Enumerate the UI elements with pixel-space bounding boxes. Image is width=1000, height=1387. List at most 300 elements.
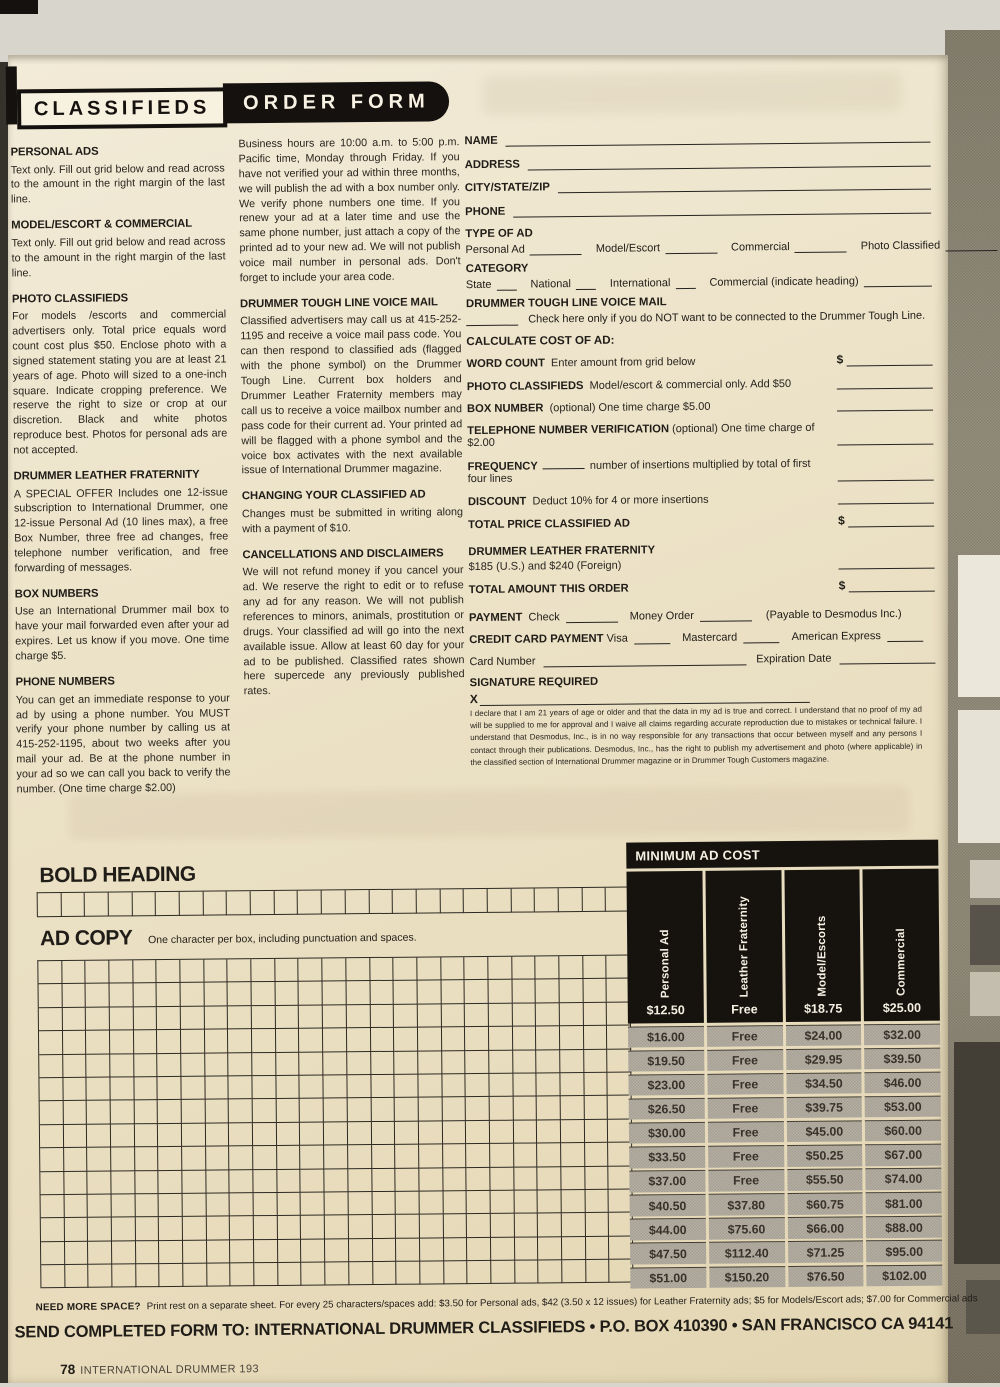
character-box[interactable] <box>63 1078 87 1102</box>
character-box[interactable] <box>349 1215 373 1239</box>
character-box[interactable] <box>370 1028 394 1052</box>
character-box[interactable] <box>562 1237 586 1261</box>
character-box[interactable] <box>230 1193 254 1217</box>
character-box[interactable] <box>134 1077 158 1101</box>
character-box[interactable] <box>561 1096 585 1120</box>
character-box[interactable] <box>491 1214 515 1238</box>
character-box[interactable] <box>110 1030 134 1054</box>
character-box[interactable] <box>88 1194 112 1218</box>
character-box[interactable] <box>538 1237 562 1261</box>
character-box[interactable] <box>276 1006 300 1030</box>
character-box[interactable] <box>111 1124 135 1148</box>
character-box[interactable] <box>88 1171 112 1195</box>
character-box[interactable] <box>325 1239 349 1263</box>
character-box[interactable] <box>65 1265 89 1289</box>
photo-classified-checkbox[interactable] <box>945 238 997 251</box>
character-box[interactable] <box>348 1122 372 1146</box>
character-box[interactable] <box>228 1006 252 1030</box>
character-box[interactable] <box>347 1028 371 1052</box>
character-box[interactable] <box>278 1263 302 1287</box>
character-box[interactable] <box>63 1054 87 1078</box>
character-box[interactable] <box>204 959 228 983</box>
character-box[interactable] <box>419 1121 443 1145</box>
character-box[interactable] <box>133 983 157 1007</box>
character-box[interactable] <box>135 1217 159 1241</box>
character-box[interactable] <box>394 1004 418 1028</box>
character-box[interactable] <box>41 1265 65 1289</box>
character-box[interactable] <box>347 1005 371 1029</box>
character-box[interactable] <box>41 1242 65 1266</box>
character-box[interactable] <box>515 1261 539 1285</box>
character-box[interactable] <box>323 1028 347 1052</box>
commercial-checkbox[interactable] <box>795 239 847 252</box>
character-box[interactable] <box>512 980 536 1004</box>
character-box[interactable] <box>275 959 299 983</box>
character-box[interactable] <box>325 1262 349 1286</box>
character-box[interactable] <box>418 1028 442 1052</box>
character-box[interactable] <box>370 1005 394 1029</box>
character-box[interactable] <box>536 1026 560 1050</box>
character-box[interactable] <box>136 1241 160 1265</box>
character-box[interactable] <box>301 1216 325 1240</box>
character-box[interactable] <box>87 1124 111 1148</box>
character-box[interactable] <box>417 981 441 1005</box>
character-box[interactable] <box>488 957 512 981</box>
character-box[interactable] <box>227 891 251 915</box>
state-checkbox[interactable] <box>496 278 516 291</box>
character-box[interactable] <box>560 1050 584 1074</box>
character-box[interactable] <box>490 1120 514 1144</box>
character-box[interactable] <box>157 1030 181 1054</box>
character-box[interactable] <box>324 1145 348 1169</box>
character-box[interactable] <box>203 891 227 915</box>
character-box[interactable] <box>393 958 417 982</box>
character-box[interactable] <box>230 1170 254 1194</box>
character-box[interactable] <box>372 1168 396 1192</box>
character-box[interactable] <box>466 1144 490 1168</box>
character-box[interactable] <box>488 889 512 913</box>
character-box[interactable] <box>583 1003 607 1027</box>
mastercard-checkbox[interactable] <box>743 630 779 643</box>
character-box[interactable] <box>205 1030 229 1054</box>
character-box[interactable] <box>39 1055 63 1079</box>
character-box[interactable] <box>444 1238 468 1262</box>
character-box[interactable] <box>372 1215 396 1239</box>
frequency-amount-field[interactable] <box>838 468 934 482</box>
character-box[interactable] <box>39 1031 63 1055</box>
character-box[interactable] <box>274 891 298 915</box>
character-box[interactable] <box>133 1007 157 1031</box>
character-box[interactable] <box>514 1167 538 1191</box>
tough-line-opt-out-checkbox[interactable] <box>466 313 518 326</box>
character-box[interactable] <box>325 1192 349 1216</box>
character-box[interactable] <box>182 1170 206 1194</box>
character-box[interactable] <box>514 1214 538 1238</box>
character-box[interactable] <box>371 1051 395 1075</box>
character-box[interactable] <box>325 1216 349 1240</box>
character-box[interactable] <box>299 1005 323 1029</box>
character-box[interactable] <box>465 1027 489 1051</box>
character-box[interactable] <box>206 1170 230 1194</box>
character-box[interactable] <box>135 1194 159 1218</box>
box-number-amount-field[interactable] <box>837 398 933 412</box>
character-box[interactable] <box>300 1052 324 1076</box>
character-box[interactable] <box>465 1004 489 1028</box>
character-box[interactable] <box>111 1101 135 1125</box>
character-box[interactable] <box>88 1241 112 1265</box>
word-count-amount-field[interactable] <box>846 353 932 367</box>
character-box[interactable] <box>254 1216 278 1240</box>
character-box[interactable] <box>135 1124 159 1148</box>
character-box[interactable] <box>38 961 62 985</box>
character-box[interactable] <box>420 1261 444 1285</box>
character-box[interactable] <box>276 1099 300 1123</box>
character-box[interactable] <box>513 1073 537 1097</box>
character-box[interactable] <box>39 1078 63 1102</box>
character-box[interactable] <box>559 979 583 1003</box>
character-box[interactable] <box>135 1147 159 1171</box>
character-box[interactable] <box>87 1054 111 1078</box>
character-box[interactable] <box>183 1217 207 1241</box>
fraternity-amount-field[interactable] <box>838 555 934 569</box>
character-box[interactable] <box>134 1030 158 1054</box>
character-box[interactable] <box>158 1077 182 1101</box>
character-box[interactable] <box>229 1123 253 1147</box>
character-box[interactable] <box>586 1260 610 1284</box>
character-box[interactable] <box>467 1261 491 1285</box>
character-box[interactable] <box>489 1027 513 1051</box>
character-box[interactable] <box>536 1050 560 1074</box>
character-box[interactable] <box>278 1239 302 1263</box>
character-box[interactable] <box>372 1238 396 1262</box>
character-box[interactable] <box>41 1195 65 1219</box>
character-box[interactable] <box>251 891 275 915</box>
character-box[interactable] <box>38 893 62 917</box>
character-box[interactable] <box>443 1214 467 1238</box>
character-box[interactable] <box>560 1026 584 1050</box>
character-box[interactable] <box>253 1146 277 1170</box>
character-box[interactable] <box>465 1050 489 1074</box>
character-box[interactable] <box>347 1075 371 1099</box>
character-box[interactable] <box>348 1145 372 1169</box>
character-box[interactable] <box>62 961 86 985</box>
character-box[interactable] <box>207 1263 231 1287</box>
character-box[interactable] <box>87 1148 111 1172</box>
character-box[interactable] <box>417 957 441 981</box>
character-box[interactable] <box>560 1003 584 1027</box>
character-box[interactable] <box>489 1003 513 1027</box>
character-box[interactable] <box>394 1028 418 1052</box>
character-box[interactable] <box>64 1218 88 1242</box>
character-box[interactable] <box>369 890 393 914</box>
character-box[interactable] <box>229 1100 253 1124</box>
character-box[interactable] <box>535 888 559 912</box>
character-box[interactable] <box>537 1120 561 1144</box>
character-box[interactable] <box>204 983 228 1007</box>
character-box[interactable] <box>464 889 488 913</box>
character-box[interactable] <box>585 1166 609 1190</box>
character-box[interactable] <box>64 1195 88 1219</box>
international-checkbox[interactable] <box>675 276 695 289</box>
character-box[interactable] <box>537 1143 561 1167</box>
character-box[interactable] <box>134 1100 158 1124</box>
character-box[interactable] <box>89 1265 113 1289</box>
character-box[interactable] <box>252 1006 276 1030</box>
character-box[interactable] <box>442 1051 466 1075</box>
character-box[interactable] <box>441 981 465 1005</box>
character-box[interactable] <box>183 1194 207 1218</box>
character-box[interactable] <box>158 1124 182 1148</box>
character-box[interactable] <box>63 1031 87 1055</box>
character-box[interactable] <box>347 1098 371 1122</box>
character-box[interactable] <box>40 1148 64 1172</box>
character-box[interactable] <box>323 982 347 1006</box>
character-box[interactable] <box>349 1262 373 1286</box>
character-box[interactable] <box>253 1123 277 1147</box>
character-box[interactable] <box>253 1099 277 1123</box>
character-box[interactable] <box>181 983 205 1007</box>
character-box[interactable] <box>489 1050 513 1074</box>
character-box[interactable] <box>87 1077 111 1101</box>
character-box[interactable] <box>371 1122 395 1146</box>
character-box[interactable] <box>585 1213 609 1237</box>
character-box[interactable] <box>324 1122 348 1146</box>
character-box[interactable] <box>584 1096 608 1120</box>
character-box[interactable] <box>394 1051 418 1075</box>
character-box[interactable] <box>418 1004 442 1028</box>
character-box[interactable] <box>515 1237 539 1261</box>
character-box[interactable] <box>160 1264 184 1288</box>
character-box[interactable] <box>156 892 180 916</box>
character-box[interactable] <box>112 1194 136 1218</box>
character-box[interactable] <box>443 1191 467 1215</box>
character-box[interactable] <box>560 1073 584 1097</box>
character-box[interactable] <box>251 959 275 983</box>
character-box[interactable] <box>180 960 204 984</box>
character-box[interactable] <box>229 1076 253 1100</box>
character-box[interactable] <box>538 1260 562 1284</box>
character-box[interactable] <box>419 1098 443 1122</box>
character-box[interactable] <box>583 979 607 1003</box>
character-box[interactable] <box>228 983 252 1007</box>
character-box[interactable] <box>299 982 323 1006</box>
character-box[interactable] <box>205 1076 229 1100</box>
character-box[interactable] <box>513 1097 537 1121</box>
character-box[interactable] <box>491 1261 515 1285</box>
character-box[interactable] <box>371 1098 395 1122</box>
character-box[interactable] <box>346 958 370 982</box>
character-box[interactable] <box>562 1260 586 1284</box>
character-box[interactable] <box>41 1218 65 1242</box>
character-box[interactable] <box>488 980 512 1004</box>
character-box[interactable] <box>466 1097 490 1121</box>
character-box[interactable] <box>159 1170 183 1194</box>
character-box[interactable] <box>396 1262 420 1286</box>
character-box[interactable] <box>467 1191 491 1215</box>
character-box[interactable] <box>276 1076 300 1100</box>
character-box[interactable] <box>112 1218 136 1242</box>
character-box[interactable] <box>418 1074 442 1098</box>
character-box[interactable] <box>536 1003 560 1027</box>
character-box[interactable] <box>396 1238 420 1262</box>
character-box[interactable] <box>85 893 109 917</box>
character-box[interactable] <box>467 1214 491 1238</box>
character-box[interactable] <box>562 1213 586 1237</box>
character-box[interactable] <box>206 1123 230 1147</box>
character-box[interactable] <box>372 1192 396 1216</box>
character-box[interactable] <box>349 1239 373 1263</box>
character-box[interactable] <box>207 1240 231 1264</box>
character-box[interactable] <box>538 1190 562 1214</box>
character-box[interactable] <box>181 1077 205 1101</box>
character-box[interactable] <box>420 1238 444 1262</box>
character-box[interactable] <box>514 1144 538 1168</box>
character-box[interactable] <box>253 1076 277 1100</box>
character-box[interactable] <box>466 1121 490 1145</box>
character-box[interactable] <box>323 1005 347 1029</box>
character-box[interactable] <box>490 1167 514 1191</box>
character-box[interactable] <box>561 1190 585 1214</box>
character-box[interactable] <box>396 1191 420 1215</box>
signature-field[interactable] <box>480 689 810 705</box>
character-box[interactable] <box>442 1027 466 1051</box>
character-box[interactable] <box>40 1125 64 1149</box>
character-box[interactable] <box>252 1029 276 1053</box>
character-box[interactable] <box>228 959 252 983</box>
character-box[interactable] <box>133 960 157 984</box>
character-box[interactable] <box>110 1054 134 1078</box>
character-box[interactable] <box>559 888 583 912</box>
character-box[interactable] <box>159 1217 183 1241</box>
character-box[interactable] <box>228 1029 252 1053</box>
character-box[interactable] <box>135 1171 159 1195</box>
character-box[interactable] <box>206 1147 230 1171</box>
character-box[interactable] <box>441 1004 465 1028</box>
character-box[interactable] <box>396 1215 420 1239</box>
character-box[interactable] <box>40 1101 64 1125</box>
character-box[interactable] <box>136 1264 160 1288</box>
personal-ad-checkbox[interactable] <box>530 242 582 255</box>
character-box[interactable] <box>86 984 110 1008</box>
character-box[interactable] <box>229 1053 253 1077</box>
character-box[interactable] <box>157 983 181 1007</box>
character-box[interactable] <box>230 1216 254 1240</box>
character-box[interactable] <box>322 890 346 914</box>
character-box[interactable] <box>324 1169 348 1193</box>
character-box[interactable] <box>584 1073 608 1097</box>
character-box[interactable] <box>417 889 441 913</box>
character-box[interactable] <box>253 1169 277 1193</box>
character-box[interactable] <box>584 1049 608 1073</box>
character-box[interactable] <box>537 1097 561 1121</box>
character-box[interactable] <box>561 1167 585 1191</box>
character-box[interactable] <box>372 1145 396 1169</box>
character-box[interactable] <box>584 1120 608 1144</box>
character-box[interactable] <box>465 980 489 1004</box>
character-box[interactable] <box>110 1077 134 1101</box>
character-box[interactable] <box>205 1053 229 1077</box>
character-box[interactable] <box>64 1125 88 1149</box>
character-box[interactable] <box>301 1192 325 1216</box>
character-box[interactable] <box>299 1029 323 1053</box>
character-box[interactable] <box>370 981 394 1005</box>
character-box[interactable] <box>419 1168 443 1192</box>
model-escort-checkbox[interactable] <box>665 241 717 254</box>
character-box[interactable] <box>278 1216 302 1240</box>
character-box[interactable] <box>64 1171 88 1195</box>
character-box[interactable] <box>348 1169 372 1193</box>
character-box[interactable] <box>182 1147 206 1171</box>
character-box[interactable] <box>561 1120 585 1144</box>
character-box[interactable] <box>346 981 370 1005</box>
character-box[interactable] <box>442 1074 466 1098</box>
character-box[interactable] <box>465 957 489 981</box>
character-box[interactable] <box>513 1050 537 1074</box>
character-box[interactable] <box>345 890 369 914</box>
character-box[interactable] <box>395 1168 419 1192</box>
character-box[interactable] <box>585 1143 609 1167</box>
character-box[interactable] <box>370 958 394 982</box>
character-box[interactable] <box>442 1121 466 1145</box>
character-box[interactable] <box>158 1053 182 1077</box>
character-box[interactable] <box>86 1007 110 1031</box>
character-box[interactable] <box>559 956 583 980</box>
frequency-count-field[interactable] <box>543 457 585 469</box>
total-price-amount-field[interactable] <box>848 514 934 528</box>
character-box[interactable] <box>300 1075 324 1099</box>
character-box[interactable] <box>300 1122 324 1146</box>
character-box[interactable] <box>252 1053 276 1077</box>
character-box[interactable] <box>394 981 418 1005</box>
character-box[interactable] <box>64 1148 88 1172</box>
character-box[interactable] <box>466 1074 490 1098</box>
character-box[interactable] <box>512 1003 536 1027</box>
character-box[interactable] <box>277 1122 301 1146</box>
character-box[interactable] <box>440 889 464 913</box>
character-box[interactable] <box>373 1262 397 1286</box>
character-box[interactable] <box>158 1100 182 1124</box>
check-checkbox[interactable] <box>566 609 618 622</box>
character-box[interactable] <box>254 1193 278 1217</box>
character-box[interactable] <box>443 1144 467 1168</box>
character-box[interactable] <box>39 984 63 1008</box>
character-box[interactable] <box>299 959 323 983</box>
character-box[interactable] <box>490 1144 514 1168</box>
character-box[interactable] <box>254 1263 278 1287</box>
character-box[interactable] <box>181 1030 205 1054</box>
character-box[interactable] <box>39 1008 63 1032</box>
character-box[interactable] <box>276 1052 300 1076</box>
character-box[interactable] <box>302 1263 326 1287</box>
character-box[interactable] <box>395 1145 419 1169</box>
character-box[interactable] <box>112 1241 136 1265</box>
character-box[interactable] <box>586 1236 610 1260</box>
character-box[interactable] <box>254 1240 278 1264</box>
character-box[interactable] <box>183 1264 207 1288</box>
character-box[interactable] <box>538 1167 562 1191</box>
character-box[interactable] <box>443 1168 467 1192</box>
character-box[interactable] <box>277 1169 301 1193</box>
character-box[interactable] <box>157 1007 181 1031</box>
character-box[interactable] <box>441 957 465 981</box>
character-box[interactable] <box>87 1101 111 1125</box>
character-box[interactable] <box>180 892 204 916</box>
character-box[interactable] <box>419 1191 443 1215</box>
character-box[interactable] <box>252 982 276 1006</box>
discount-amount-field[interactable] <box>838 490 934 504</box>
character-box[interactable] <box>159 1194 183 1218</box>
character-box[interactable] <box>134 1054 158 1078</box>
